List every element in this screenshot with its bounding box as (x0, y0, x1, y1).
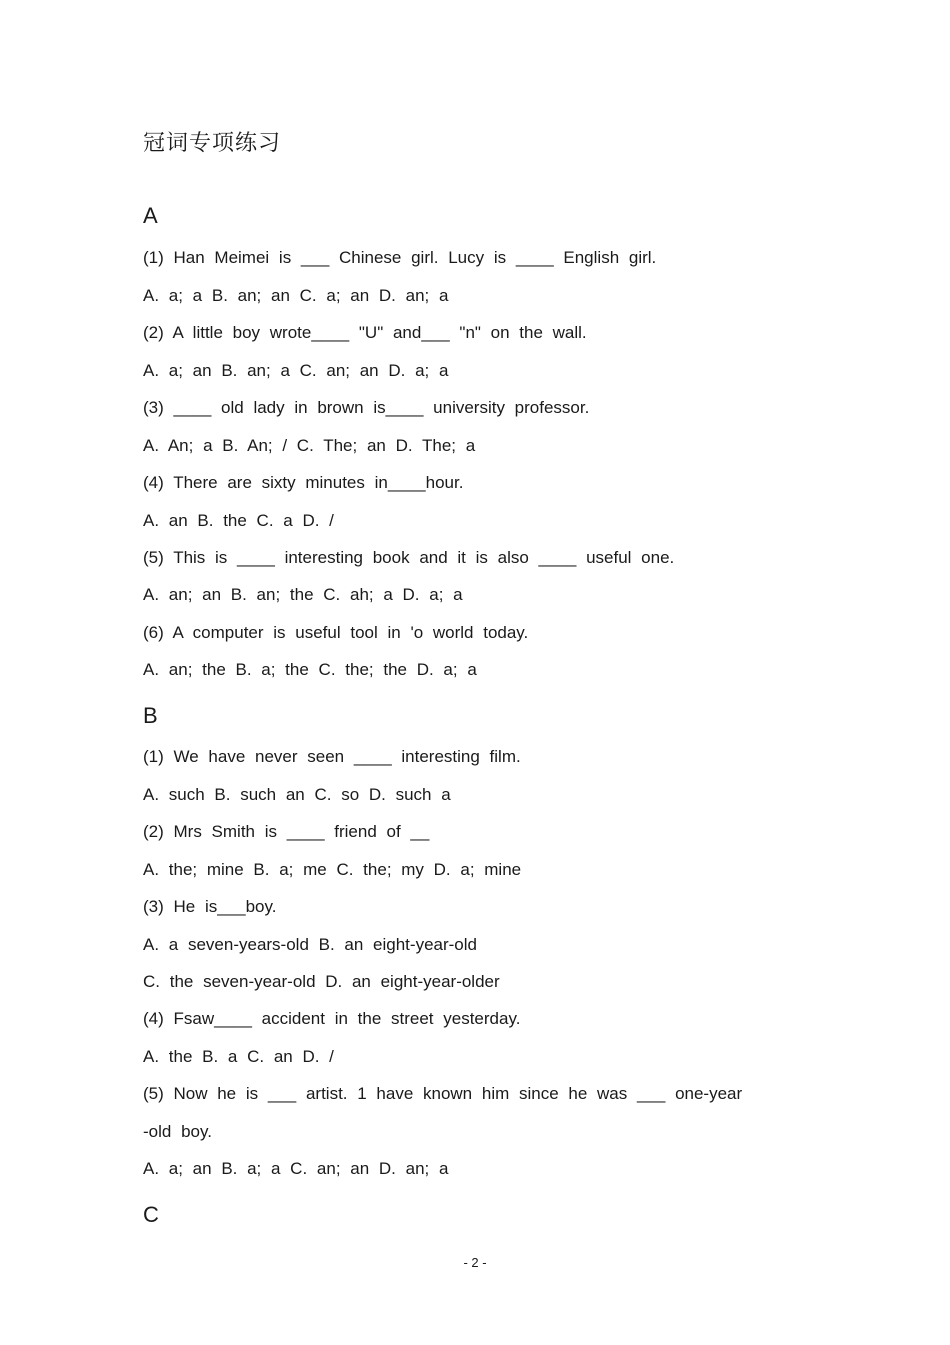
options-line: A. a; a B. an; an C. a; an D. an; a (143, 286, 449, 305)
options-line: A. An; a B. An; / C. The; an D. The; a (143, 436, 476, 455)
question-line: (4) Fsaw____ accident in the street yesterday. (143, 1009, 521, 1028)
question-line: (2) A little boy wrote____ "U" and___ "n" on the wall. (143, 323, 587, 342)
section-heading-b: B (143, 703, 158, 728)
page-title: 冠词专项练习 (143, 131, 282, 156)
options-line: C. the seven-year-old D. an eight-year-older (143, 972, 500, 991)
options-line: A. an B. the C. a D. / (143, 511, 334, 530)
question-line: (5) This is ____ interesting book and it is also ____ useful one. (143, 548, 675, 567)
question-line: (5) Now he is ___ artist. 1 have known him since he was ___ one-year (143, 1084, 743, 1103)
question-line: (6) A computer is useful tool in 'o world today. (143, 623, 529, 642)
question-line: (3) ____ old lady in brown is____ university professor. (143, 398, 590, 417)
question-line: (1) Han Meimei is ___ Chinese girl. Lucy is ____ English girl. (143, 248, 657, 267)
options-line: A. a seven-years-old B. an eight-year-old (143, 935, 477, 954)
options-line: A. an; the B. a; the C. the; the D. a; a (143, 660, 477, 679)
options-line: A. such B. such an C. so D. such a (143, 785, 451, 804)
options-line: A. the; mine B. a; me C. the; my D. a; mine (143, 860, 522, 879)
options-line: A. the B. a C. an D. / (143, 1047, 334, 1066)
section-heading-c: C (143, 1202, 159, 1227)
options-line: A. a; an B. an; a C. an; an D. a; a (143, 361, 449, 380)
question-line-continued: -old boy. (143, 1122, 212, 1141)
options-line: A. a; an B. a; a C. an; an D. an; a (143, 1159, 449, 1178)
question-line: (3) He is___boy. (143, 897, 277, 916)
section-heading-a: A (143, 203, 158, 228)
question-line: (4) There are sixty minutes in____hour. (143, 473, 464, 492)
options-line: A. an; an B. an; the C. ah; a D. a; a (143, 585, 463, 604)
page-number: - 2 - (463, 1255, 487, 1270)
question-line: (2) Mrs Smith is ____ friend of __ (143, 822, 430, 841)
question-line: (1) We have never seen ____ interesting film. (143, 747, 521, 766)
